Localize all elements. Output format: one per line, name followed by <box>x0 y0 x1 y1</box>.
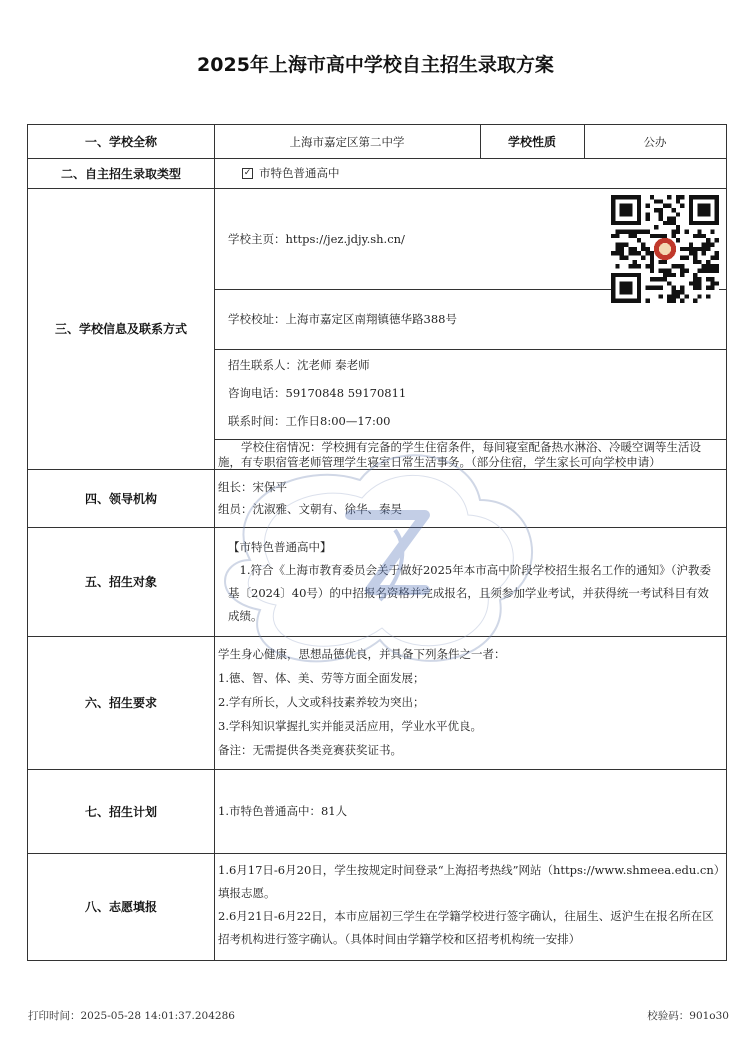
application-block <box>218 859 720 951</box>
label-admission-type: 二、自主招生录取类型 <box>60 166 181 181</box>
contact-person: 招生联系人：沈老师 秦老师 <box>228 358 370 372</box>
requirement-line: 1.德、智、体、美、劳等方面全面发展； <box>218 671 425 685</box>
target-block <box>228 536 718 628</box>
qr-code-icon <box>611 195 719 303</box>
requirement-line: 2.学有所长，人文或科技素养较为突出； <box>218 695 425 709</box>
leader-name: 组长：宋保平 <box>218 480 287 494</box>
school-type-value: 公办 <box>643 134 667 149</box>
label-plan: 七、招生计划 <box>84 804 157 819</box>
label-school-name: 一、学校全称 <box>84 135 157 149</box>
school-name-value: 上海市嘉定区第二中学 <box>289 134 405 149</box>
school-address: 学校校址：上海市嘉定区南翔镇德华路388号 <box>228 312 457 326</box>
requirements-block <box>218 642 718 762</box>
admission-table <box>27 124 727 961</box>
leader-members: 组员：沈淑雅、文朝有、徐华、秦昊 <box>218 502 402 516</box>
requirement-line: 学生身心健康，思想品德优良，并具备下列条件之一者： <box>218 647 506 661</box>
label-school-info: 三、学校信息及联系方式 <box>54 322 187 336</box>
label-school-type: 学校性质 <box>507 135 556 149</box>
requirement-line: 3.学科知识掌握扎实并能灵活应用，学业水平优良。 <box>218 719 482 733</box>
print-time: 打印时间：2025-05-28 14:01:37.204286 <box>28 1010 235 1022</box>
label-target: 五、招生对象 <box>84 575 157 589</box>
target-item: 1.符合《上海市教育委员会关于做好2025年本市高中阶段学校招生报名工作的通知》（沪教委基〔2024〕40号）的中招报名资格并完成报名，且须参加学业考试，并获得统一考试科目有效成绩。 <box>228 563 711 623</box>
contact-phone: 咨询电话：59170848 59170811 <box>228 386 407 400</box>
document-title: 2025年上海市高中学校自主招生录取方案 <box>197 54 554 76</box>
admission-type-value: 市特色普通高中 <box>259 166 340 180</box>
dorm-info: 学校住宿情况：学校拥有完备的学生住宿条件，每间寝室配备热水淋浴、冷暖空调等生活设施，有专职宿管老师管理学生寝室日常生活事务。（部分住宿，学生家长可向学校申请） <box>218 440 701 469</box>
contact-hours: 联系时间：工作日8:00—17:00 <box>228 414 391 428</box>
school-homepage: 学校主页：https://jez.jdjy.sh.cn/ <box>228 231 405 246</box>
leadership-block <box>218 476 718 520</box>
label-application: 八、志愿填报 <box>84 900 157 914</box>
contact-block <box>228 354 718 433</box>
requirement-line: 备注：无需提供各类竞赛获奖证书。 <box>218 743 402 757</box>
application-line-1: 1.6月17日-6月20日，学生按规定时间登录“上海招考热线”网站（https://www.shmeea.edu.cn）填报志愿。 <box>218 863 720 900</box>
check-code: 校验码：901o30 <box>647 1010 729 1022</box>
admission-type-row <box>242 158 712 188</box>
target-heading: 【市特色普通高中】 <box>228 540 332 554</box>
label-leadership: 四、领导机构 <box>84 491 157 506</box>
application-line-2: 2.6月21日-6月22日，本市应届初三学生在学籍学校进行签字确认，往届生、返沪生在报名所在区招考机构进行签字确认。（具体时间由学籍学校和区招考机构统一安排） <box>218 909 714 946</box>
plan-value: 1.市特色普通高中：81人 <box>218 804 348 818</box>
checkbox-checked-icon: ✓ <box>243 167 252 178</box>
label-requirements: 六、招生要求 <box>84 696 157 710</box>
